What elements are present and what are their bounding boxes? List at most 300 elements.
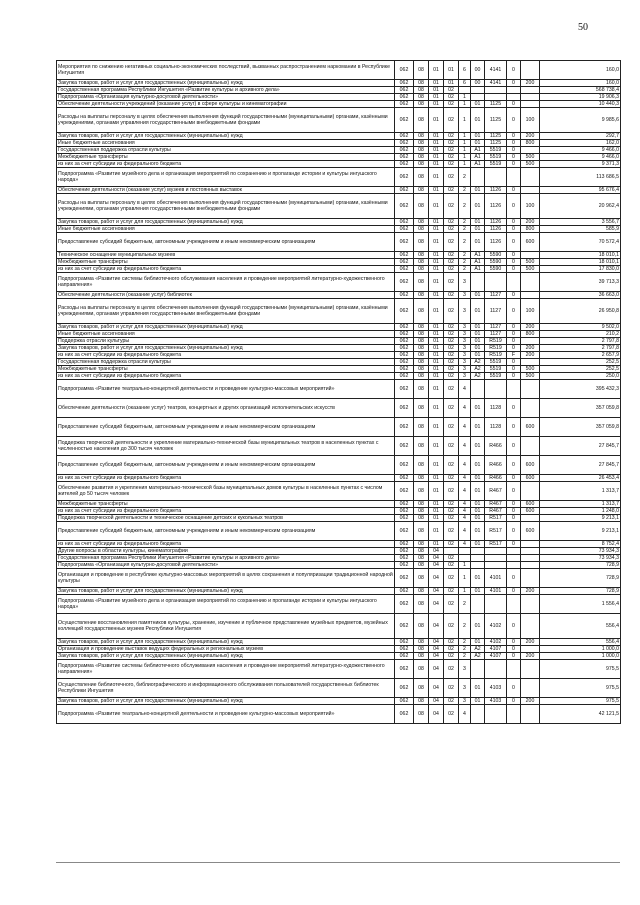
row-event-code: 01 [471,101,485,108]
row-expense-name: из них за счет субсидии из федерального бюджета [57,266,395,273]
row-expense-type-code: 600 [521,475,540,482]
row-expense-name: Закупка товаров, работ и услуг для государственных (муниципальных) нужд [57,653,395,660]
row-admin-code: 062 [395,345,414,352]
row-section-code: 08 [414,108,429,133]
row-section-code: 08 [414,569,429,588]
row-expense-type-code [521,338,540,345]
row-subprogram-code: 1 [459,154,471,161]
row-direction-code: 5519 [485,373,507,380]
row-sub-direction-code: 0 [507,219,521,226]
row-admin-code: 062 [395,252,414,259]
row-program-code: 02 [444,418,459,437]
row-direction-code: 1127 [485,299,507,324]
row-direction-code: R517 [485,522,507,541]
row-subsection-code: 01 [429,522,444,541]
row-sub-direction-code: 0 [507,456,521,475]
row-expense-type-code [521,595,540,614]
row-subsection-code: 01 [429,380,444,399]
row-subprogram-code: 2 [459,595,471,614]
row-program-code: 02 [444,399,459,418]
row-expense-name: Государственная поддержка отрасли культуры [57,147,395,154]
row-expense-type-code: 500 [521,366,540,373]
row-section-code: 08 [414,359,429,366]
row-admin-code: 062 [395,475,414,482]
row-sub-direction-code: 0 [507,418,521,437]
row-amount: 9 466,0 [540,154,621,161]
row-amount: 26 453,4 [540,475,621,482]
row-amount: 73 934,3 [540,548,621,555]
row-section-code: 08 [414,352,429,359]
row-program-code: 02 [444,259,459,266]
row-direction-code: 5590 [485,252,507,259]
row-direction-code: 5519 [485,359,507,366]
row-admin-code: 062 [395,437,414,456]
row-amount: 1 248,0 [540,508,621,515]
row-section-code: 08 [414,324,429,331]
row-subprogram-code: 6 [459,80,471,87]
row-section-code: 08 [414,456,429,475]
row-program-code: 02 [444,614,459,639]
row-subprogram-code: 3 [459,359,471,366]
row-direction-code [485,595,507,614]
row-section-code: 08 [414,639,429,646]
row-expense-type-code [521,482,540,501]
row-subsection-code: 01 [429,508,444,515]
row-direction-code [485,548,507,555]
row-subprogram-code: 2 [459,646,471,653]
row-section-code: 08 [414,292,429,299]
row-amount: 73 934,3 [540,555,621,562]
row-direction-code: R467 [485,508,507,515]
table-row [57,501,621,508]
row-subsection-code: 01 [429,168,444,187]
row-expense-type-code [521,61,540,80]
row-sub-direction-code: 0 [507,646,521,653]
row-subprogram-code: 4 [459,515,471,522]
row-expense-type-code: 500 [521,266,540,273]
row-admin-code: 062 [395,101,414,108]
row-direction-code: R466 [485,475,507,482]
row-admin-code: 062 [395,233,414,252]
table-row [57,366,621,373]
row-expense-name: Предоставление субсидий бюджетным, автономным учреждениям и иным некоммерческим организациям [57,233,395,252]
row-expense-name: Государственная поддержка отрасли культуры [57,359,395,366]
row-amount: 18 010,1 [540,259,621,266]
row-program-code: 02 [444,456,459,475]
row-sub-direction-code: 0 [507,233,521,252]
row-section-code: 08 [414,273,429,292]
row-section-code: 08 [414,80,429,87]
row-subprogram-code: 2 [459,252,471,259]
row-expense-type-code [521,548,540,555]
row-expense-name: Подпрограмма «Развитие театрально-концертной деятельности и проведение культурно-массовых мероприятий» [57,705,395,724]
row-expense-name: Подпрограмма «Организация культурно-досуговой деятельности» [57,562,395,569]
row-event-code: 01 [471,437,485,456]
row-admin-code: 062 [395,80,414,87]
row-expense-name: Осуществление библиотечного, библиографического и информационного обслуживания пользователей государственных библиотек Республики Ингушетия [57,679,395,698]
row-expense-type-code [521,562,540,569]
page-bottom-rule [56,862,620,863]
row-direction-code: R467 [485,482,507,501]
row-amount: 975,5 [540,698,621,705]
row-program-code: 02 [444,233,459,252]
table-row [57,475,621,482]
row-section-code: 08 [414,555,429,562]
row-expense-name: из них за счет субсидии из федерального бюджета [57,373,395,380]
row-subsection-code: 04 [429,679,444,698]
row-section-code: 08 [414,140,429,147]
row-admin-code: 062 [395,331,414,338]
row-admin-code: 062 [395,187,414,194]
row-section-code: 08 [414,101,429,108]
row-sub-direction-code [507,555,521,562]
row-expense-type-code: 800 [521,140,540,147]
row-direction-code: 1128 [485,418,507,437]
row-amount: 36 663,0 [540,292,621,299]
row-event-code [471,660,485,679]
row-expense-type-code: 500 [521,161,540,168]
row-subprogram-code: 2 [459,194,471,219]
row-direction-code: R519 [485,352,507,359]
table-row [57,541,621,548]
row-expense-type-code: 100 [521,299,540,324]
row-subsection-code: 01 [429,299,444,324]
row-event-code [471,273,485,292]
row-subprogram-code: 6 [459,61,471,80]
row-expense-type-code [521,541,540,548]
row-subsection-code: 04 [429,569,444,588]
row-amount: 975,5 [540,679,621,698]
row-subprogram-code: 3 [459,352,471,359]
row-subprogram-code: 4 [459,380,471,399]
row-section-code: 08 [414,226,429,233]
row-expense-name: Закупка товаров, работ и услуг для государственных (муниципальных) нужд [57,133,395,140]
row-subprogram-code: 2 [459,266,471,273]
row-event-code: 01 [471,338,485,345]
table-row [57,555,621,562]
row-expense-type-code [521,515,540,522]
row-expense-type-code: 200 [521,133,540,140]
row-amount: 357 059,8 [540,418,621,437]
row-direction-code: 5590 [485,259,507,266]
row-program-code: 02 [444,705,459,724]
row-amount: 10 440,3 [540,101,621,108]
row-subprogram-code: 2 [459,219,471,226]
row-direction-code: R467 [485,501,507,508]
row-event-code: 01 [471,508,485,515]
row-section-code: 08 [414,168,429,187]
row-admin-code: 062 [395,562,414,569]
row-section-code: 08 [414,194,429,219]
table-row [57,380,621,399]
row-section-code: 08 [414,345,429,352]
row-amount: 26 950,8 [540,299,621,324]
row-section-code: 08 [414,252,429,259]
table-row [57,352,621,359]
row-expense-name: Иные бюджетные ассигнования [57,226,395,233]
row-subsection-code: 04 [429,588,444,595]
table-row [57,252,621,259]
row-section-code: 08 [414,508,429,515]
row-direction-code [485,555,507,562]
row-admin-code: 062 [395,324,414,331]
row-amount: 160,0 [540,80,621,87]
row-expense-name: Обеспечение деятельности (оказание услуг) театров, концертных и других организаций исполнительских искусств [57,399,395,418]
row-amount: 250,0 [540,373,621,380]
row-expense-type-code: 800 [521,331,540,338]
row-section-code: 08 [414,87,429,94]
row-sub-direction-code [507,87,521,94]
row-program-code: 02 [444,366,459,373]
row-expense-name: Организация и проведение выставок ведущих федеральных и региональных музеев [57,646,395,653]
row-admin-code: 062 [395,61,414,80]
row-sub-direction-code: 0 [507,373,521,380]
table-row [57,569,621,588]
row-admin-code: 062 [395,338,414,345]
row-amount: 292,7 [540,133,621,140]
row-section-code: 08 [414,259,429,266]
budget-table-body [57,61,621,724]
row-event-code: 01 [471,219,485,226]
row-section-code: 08 [414,705,429,724]
row-subprogram-code: 1 [459,101,471,108]
table-row [57,259,621,266]
row-program-code: 02 [444,194,459,219]
row-expense-name: из них за счет субсидии из федерального бюджета [57,541,395,548]
row-event-code: A2 [471,366,485,373]
row-subsection-code: 04 [429,705,444,724]
row-direction-code: 5519 [485,147,507,154]
row-subsection-code: 01 [429,94,444,101]
row-subprogram-code: 3 [459,273,471,292]
row-expense-name: Закупка товаров, работ и услуг для государственных (муниципальных) нужд [57,324,395,331]
row-subsection-code: 01 [429,219,444,226]
row-direction-code: R466 [485,437,507,456]
row-subsection-code: 01 [429,541,444,548]
row-expense-name: Закупка товаров, работ и услуг для государственных (муниципальных) нужд [57,219,395,226]
table-row [57,168,621,187]
row-event-code: 01 [471,140,485,147]
row-subprogram-code: 4 [459,705,471,724]
table-row [57,292,621,299]
row-admin-code: 062 [395,292,414,299]
row-direction-code: 4101 [485,588,507,595]
row-sub-direction-code: 0 [507,187,521,194]
row-subsection-code: 04 [429,698,444,705]
row-expense-name: Иные бюджетные ассигнования [57,140,395,147]
row-subprogram-code: 2 [459,259,471,266]
row-expense-name: из них за счет субсидии из федерального бюджета [57,508,395,515]
row-expense-type-code: 500 [521,259,540,266]
row-expense-name: Предоставление субсидий бюджетным, автономным учреждениям и иным некоммерческим организациям [57,522,395,541]
row-program-code: 02 [444,147,459,154]
row-program-code: 02 [444,359,459,366]
row-admin-code: 062 [395,508,414,515]
row-expense-type-code [521,94,540,101]
row-subprogram-code: 2 [459,653,471,660]
row-event-code: 01 [471,588,485,595]
row-expense-type-code: 200 [521,324,540,331]
row-event-code: 01 [471,345,485,352]
row-direction-code: 1126 [485,219,507,226]
row-subsection-code: 01 [429,482,444,501]
row-subprogram-code: 4 [459,418,471,437]
row-direction-code: 1128 [485,399,507,418]
row-expense-type-code [521,252,540,259]
row-subsection-code: 01 [429,87,444,94]
table-row [57,639,621,646]
row-admin-code: 062 [395,133,414,140]
row-subsection-code: 01 [429,338,444,345]
row-subsection-code: 04 [429,660,444,679]
row-admin-code: 062 [395,660,414,679]
row-program-code: 02 [444,482,459,501]
row-subprogram-code: 2 [459,226,471,233]
table-row [57,373,621,380]
row-event-code: 01 [471,194,485,219]
row-subsection-code: 01 [429,331,444,338]
table-row [57,266,621,273]
row-direction-code [485,273,507,292]
row-program-code: 02 [444,437,459,456]
row-program-code: 02 [444,101,459,108]
row-event-code [471,595,485,614]
row-expense-type-code: 500 [521,154,540,161]
row-section-code: 08 [414,595,429,614]
row-subprogram-code [459,548,471,555]
row-section-code: 08 [414,233,429,252]
row-subprogram-code: 2 [459,614,471,639]
table-row [57,522,621,541]
row-event-code: 00 [471,61,485,80]
row-sub-direction-code: 0 [507,252,521,259]
table-row [57,187,621,194]
row-subprogram-code: 1 [459,133,471,140]
row-expense-name: Закупка товаров, работ и услуг для государственных (муниципальных) нужд [57,588,395,595]
row-subprogram-code: 3 [459,338,471,345]
row-expense-name: Государственная программа Республики Ингушетия «Развитие культуры и архивного дела» [57,87,395,94]
row-program-code: 02 [444,639,459,646]
row-direction-code: R519 [485,338,507,345]
row-sub-direction-code [507,94,521,101]
row-admin-code: 062 [395,359,414,366]
row-subsection-code: 01 [429,266,444,273]
row-amount: 252,5 [540,359,621,366]
row-admin-code: 062 [395,569,414,588]
row-direction-code: 4103 [485,679,507,698]
row-subprogram-code: 2 [459,187,471,194]
row-event-code: 01 [471,133,485,140]
row-expense-name: из них за счет субсидии из федерального бюджета [57,352,395,359]
table-row [57,94,621,101]
row-expense-name: Подпрограмма «Развитие музейного дела и организация мероприятий по сохранению и пропаганде истории и культуры ингушского народа» [57,595,395,614]
row-amount: 556,4 [540,639,621,646]
row-sub-direction-code: 0 [507,588,521,595]
row-subprogram-code: 1 [459,147,471,154]
row-subprogram-code [459,87,471,94]
row-subsection-code: 01 [429,252,444,259]
table-row [57,147,621,154]
row-sub-direction-code: 0 [507,508,521,515]
row-program-code: 02 [444,252,459,259]
row-program-code: 02 [444,331,459,338]
row-program-code: 02 [444,219,459,226]
row-amount: 556,4 [540,614,621,639]
row-program-code: 02 [444,660,459,679]
row-sub-direction-code [507,595,521,614]
row-subsection-code: 01 [429,475,444,482]
row-sub-direction-code: 0 [507,522,521,541]
row-program-code: 02 [444,299,459,324]
table-row [57,87,621,94]
row-event-code: 01 [471,108,485,133]
row-subsection-code: 01 [429,147,444,154]
row-program-code: 02 [444,168,459,187]
row-amount: 728,9 [540,569,621,588]
row-section-code: 08 [414,133,429,140]
row-expense-type-code: 200 [521,653,540,660]
row-section-code: 08 [414,399,429,418]
row-event-code: 01 [471,698,485,705]
row-sub-direction-code: 0 [507,61,521,80]
row-expense-type-code: 600 [521,522,540,541]
row-subprogram-code: 1 [459,94,471,101]
row-event-code: 01 [471,418,485,437]
row-subsection-code: 01 [429,140,444,147]
row-event-code: A1 [471,266,485,273]
table-row [57,108,621,133]
row-admin-code: 062 [395,299,414,324]
table-row [57,515,621,522]
row-section-code: 08 [414,501,429,508]
row-event-code: 01 [471,331,485,338]
row-amount: 975,5 [540,660,621,679]
row-subsection-code: 01 [429,194,444,219]
row-admin-code: 062 [395,541,414,548]
row-amount: 9 985,6 [540,108,621,133]
row-subsection-code: 01 [429,292,444,299]
row-subsection-code: 01 [429,273,444,292]
row-direction-code: 1127 [485,331,507,338]
row-admin-code: 062 [395,501,414,508]
row-admin-code: 062 [395,154,414,161]
row-subprogram-code: 4 [459,522,471,541]
row-direction-code [485,87,507,94]
row-sub-direction-code [507,273,521,292]
row-expense-name: Другие вопросы в области культуры, кинематографии [57,548,395,555]
row-expense-type-code: 200 [521,219,540,226]
row-admin-code: 062 [395,522,414,541]
row-amount: 39 713,3 [540,273,621,292]
row-section-code: 08 [414,698,429,705]
table-row [57,331,621,338]
row-subsection-code: 04 [429,562,444,569]
table-row [57,299,621,324]
row-sub-direction-code: 0 [507,108,521,133]
row-program-code: 02 [444,338,459,345]
row-subsection-code: 01 [429,324,444,331]
table-row [57,588,621,595]
row-event-code: 01 [471,292,485,299]
row-program-code: 02 [444,508,459,515]
row-expense-name: Расходы на выплаты персоналу в целях обеспечения выполнения функций государственными (муниципальными) органами, казёнными учреждениями, органами управления государственными внебюджетными фондами [57,299,395,324]
row-program-code: 02 [444,653,459,660]
row-program-code: 02 [444,646,459,653]
table-row [57,646,621,653]
row-subprogram-code: 3 [459,299,471,324]
row-subsection-code: 01 [429,437,444,456]
table-row [57,345,621,352]
